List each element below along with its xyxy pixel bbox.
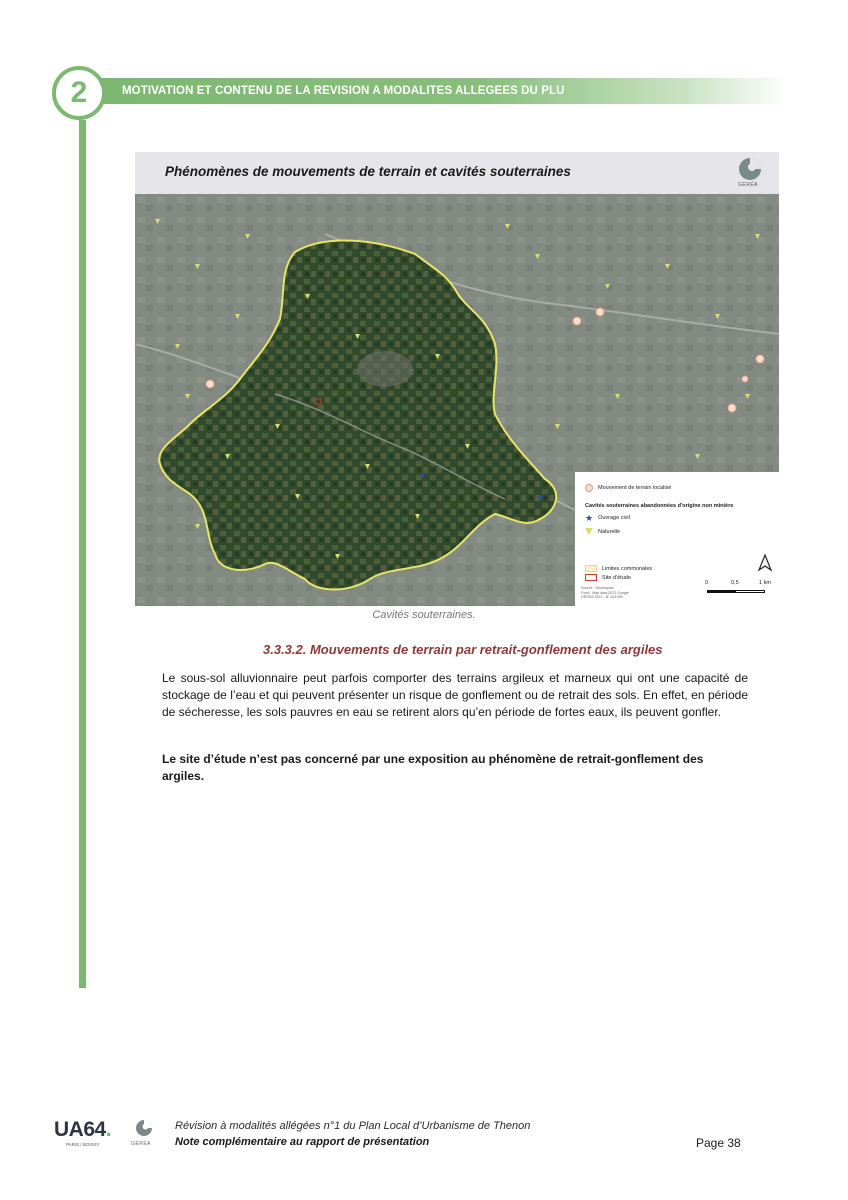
legend-item-civil: [585, 514, 630, 522]
section-title: MOTIVATION ET CONTENU DE LA REVISION A MODALITES ALLEGEES DU PLU: [122, 85, 565, 97]
legend-heading-cavities: Cavités souterraines abandonnées d'origine non minière: [585, 503, 734, 509]
section-number-badge: [52, 66, 106, 120]
section-header-bar: [100, 78, 788, 104]
legend-label: Ouvrage civil: [598, 515, 630, 521]
svg-text:★: ★: [419, 471, 427, 480]
svg-text:★: ★: [537, 493, 545, 502]
ua64-logo-dot: .: [105, 1118, 112, 1141]
gerea-footer-logo-icon: [134, 1118, 154, 1140]
scale-mid: 0,5: [731, 580, 739, 586]
source-line: Fond : Map data 2021 Google: [581, 590, 629, 595]
legend-label: Mouvement de terrain localisé: [598, 485, 672, 491]
legend-item-movement: [585, 484, 671, 492]
map-legend: [575, 472, 779, 606]
footer-document-title: Révision à modalités allégées n°1 du Plan Local d’Urbanisme de Thenon: [175, 1120, 531, 1132]
north-arrow-icon: [757, 554, 773, 572]
yellow-triangle-icon: [585, 528, 593, 535]
legend-label: Site d'étude: [602, 574, 631, 581]
study-site-icon: [585, 574, 597, 581]
ua64-logo-text: UA64: [54, 1118, 106, 1141]
map-header: [135, 152, 779, 194]
subsection-heading: 3.3.3.2. Mouvements de terrain par retrait-gonflement des argiles: [263, 642, 663, 657]
gerea-footer-text: GÉRÉA: [131, 1141, 152, 1147]
footer-document-subtitle: Note complémentaire au rapport de présentation: [175, 1136, 430, 1148]
legend-label: Naturelle: [598, 528, 621, 535]
figure-caption: Cavités souterraines.: [372, 609, 476, 621]
map-source: [581, 586, 651, 600]
body-paragraph: Le sous-sol alluvionnaire peut parfois comporter des terrains argileux et marneux qui ont une capacité de stockage de l’eau et qui peuvent présenter un risque de gonflement ou de retrait des sols. En effet, en période de sécheresse, les sols pauvres en eau se retirent alors qu’en période de fortes eaux, ils peuvent gonfler.: [162, 671, 748, 719]
legend-item-natural: [585, 528, 620, 535]
map-figure: [135, 152, 779, 606]
source-line: Source : Géorisques: [581, 586, 614, 590]
scale-zero: 0: [705, 580, 709, 586]
scale-bar: [707, 590, 765, 593]
source-line: GÉRÉA 2021 - N° A21099: [581, 595, 623, 599]
side-accent-line: [79, 120, 86, 988]
map-title: Phénomènes de mouvements de terrain et cavités souterraines: [165, 164, 571, 179]
conclusion-paragraph: Le site d’étude n’est pas concerné par une exposition au phénomène de retrait-gonflement des argiles.: [162, 752, 704, 783]
map-logo-text: GÉRÉA: [738, 182, 759, 188]
section-number: 2: [70, 76, 88, 109]
legend-item-communal: [585, 565, 652, 572]
ground-movement-icon: [585, 484, 593, 492]
legend-label: Limites communales: [602, 565, 653, 572]
communal-limit-icon: [585, 565, 597, 572]
ua64-logo-subtitle: PARIS | BOISSY: [66, 1142, 100, 1147]
page-number: Page 38: [696, 1136, 741, 1150]
legend-item-site: [585, 574, 631, 581]
scale-end: 1 km: [759, 580, 771, 586]
blue-star-icon: ★: [585, 513, 594, 523]
ua64-logo: [54, 1118, 112, 1147]
